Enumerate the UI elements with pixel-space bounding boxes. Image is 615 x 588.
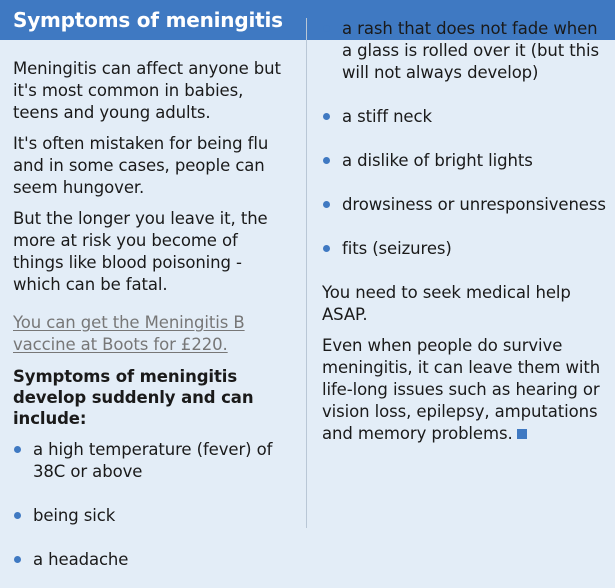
seek-help-paragraph: You need to seek medical help ASAP. <box>322 283 571 324</box>
symptom-list-right <box>322 18 607 260</box>
intro-paragraph: Meningitis can affect anyone but it's most common in babies, teens and young adults. <box>13 59 281 122</box>
bullet-icon <box>323 245 330 252</box>
list-item <box>13 549 292 571</box>
symptom-text: drowsiness or unresponsiveness <box>342 195 606 214</box>
symptom-text: a dislike of bright lights <box>342 151 533 170</box>
left-column <box>0 58 292 571</box>
symptom-text: a stiff neck <box>342 107 432 126</box>
bullet-icon <box>323 157 330 164</box>
symptom-text: a headache <box>33 550 129 569</box>
list-item <box>322 194 607 216</box>
right-column <box>322 18 607 454</box>
list-item <box>13 505 292 527</box>
vaccine-link[interactable]: You can get the Meningitis B vaccine at Boots for £220. <box>13 313 245 354</box>
end-mark-icon <box>517 429 527 439</box>
symptoms-intro: Symptoms of meningitis develop suddenly and can include: <box>13 367 254 428</box>
list-item <box>322 238 607 260</box>
symptom-text: a high temperature (fever) of 38C or above <box>33 440 273 481</box>
bullet-icon <box>323 201 330 208</box>
symptom-text: a rash that does not fade when a glass is rolled over it (but this will not always develop) <box>342 19 599 82</box>
symptom-text: being sick <box>33 506 116 525</box>
list-item <box>322 18 607 84</box>
factbox-title: Symptoms of meningitis <box>13 8 283 32</box>
bullet-icon <box>14 446 21 453</box>
bullet-icon <box>323 25 330 32</box>
list-item <box>322 150 607 172</box>
bullet-icon <box>14 512 21 519</box>
bullet-icon <box>323 113 330 120</box>
list-item <box>13 439 292 483</box>
symptom-list-left <box>13 439 292 571</box>
aftermath-paragraph <box>322 335 607 445</box>
aftermath-text: Even when people do survive meningitis, it can leave them with life-long issues such as hearing or vision loss, epilepsy, amputations and memory problems. <box>322 336 601 443</box>
symptom-text: fits (seizures) <box>342 239 452 258</box>
list-item <box>322 106 607 128</box>
column-divider <box>306 18 307 528</box>
flu-paragraph: It's often mistaken for being flu and in some cases, people can seem hungover. <box>13 134 269 197</box>
risk-paragraph: But the longer you leave it, the more at risk you become of things like blood poisoning - which can be fatal. <box>13 209 268 294</box>
bullet-icon <box>14 556 21 563</box>
